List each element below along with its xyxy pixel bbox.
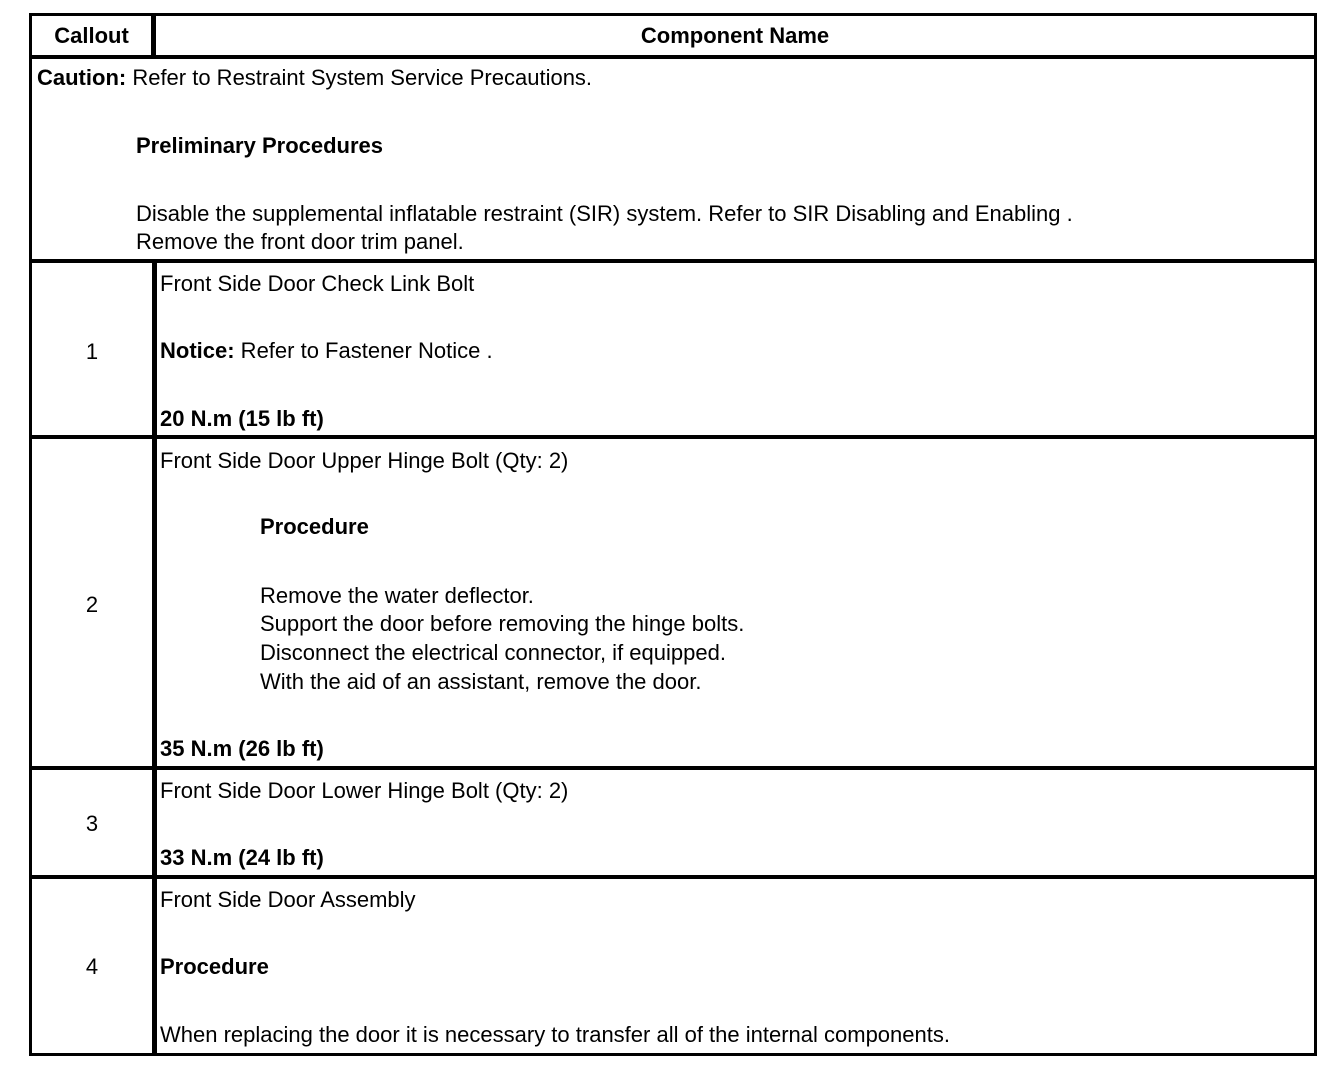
table-border-right (1314, 13, 1317, 1056)
preliminary-heading: Preliminary Procedures (136, 133, 384, 158)
row-2-name: Front Side Door Upper Hinge Bolt (Qty: 2) (160, 448, 569, 473)
row-2-step-1: Remove the water deflector. (260, 583, 534, 608)
caution-label: Caution: (37, 65, 127, 90)
row-4-text: When replacing the door it is necessary to transfer all of the internal components. (160, 1022, 950, 1047)
row-divider-2 (29, 766, 1317, 770)
caution-line (37, 65, 592, 91)
callout-1: 1 (85, 339, 99, 364)
header-callout: Callout (54, 23, 129, 48)
row-divider-3 (29, 875, 1317, 879)
row-1-torque: 20 N.m (15 lb ft) (160, 406, 324, 431)
caution-divider (29, 259, 1317, 263)
row-1-notice (160, 338, 493, 364)
row-1-name: Front Side Door Check Link Bolt (160, 271, 475, 296)
row-2-step-4: With the aid of an assistant, remove the door. (260, 669, 702, 694)
table-border-left (29, 13, 32, 1056)
preliminary-step-1: Disable the supplemental inflatable restraint (SIR) system. Refer to SIR Disabling and Enabling . (136, 201, 1073, 226)
callout-4: 4 (85, 954, 99, 979)
header-component-name: Component Name (640, 23, 830, 48)
row-2-torque: 35 N.m (26 lb ft) (160, 736, 324, 761)
row-2-step-2: Support the door before removing the hinge bolts. (260, 611, 745, 636)
row-2-step-3: Disconnect the electrical connector, if equipped. (260, 640, 726, 665)
table-border-bottom (29, 1053, 1317, 1056)
callout-2: 2 (85, 592, 99, 617)
preliminary-step-2: Remove the front door trim panel. (136, 229, 464, 254)
row-2-procedure-heading: Procedure (260, 514, 369, 539)
notice-text: Refer to Fastener Notice . (234, 338, 493, 363)
caution-text: Refer to Restraint System Service Precautions. (126, 65, 593, 90)
row-3-name: Front Side Door Lower Hinge Bolt (Qty: 2) (160, 778, 569, 803)
table-border-top (29, 13, 1317, 16)
body-column-divider (152, 261, 157, 1056)
row-3-torque: 33 N.m (24 lb ft) (160, 845, 324, 870)
row-divider-1 (29, 435, 1317, 439)
header-divider (29, 55, 1317, 59)
row-4-name: Front Side Door Assembly (160, 887, 416, 912)
callout-3: 3 (85, 811, 99, 836)
row-4-procedure-heading: Procedure (160, 954, 269, 979)
notice-label: Notice: (160, 338, 235, 363)
